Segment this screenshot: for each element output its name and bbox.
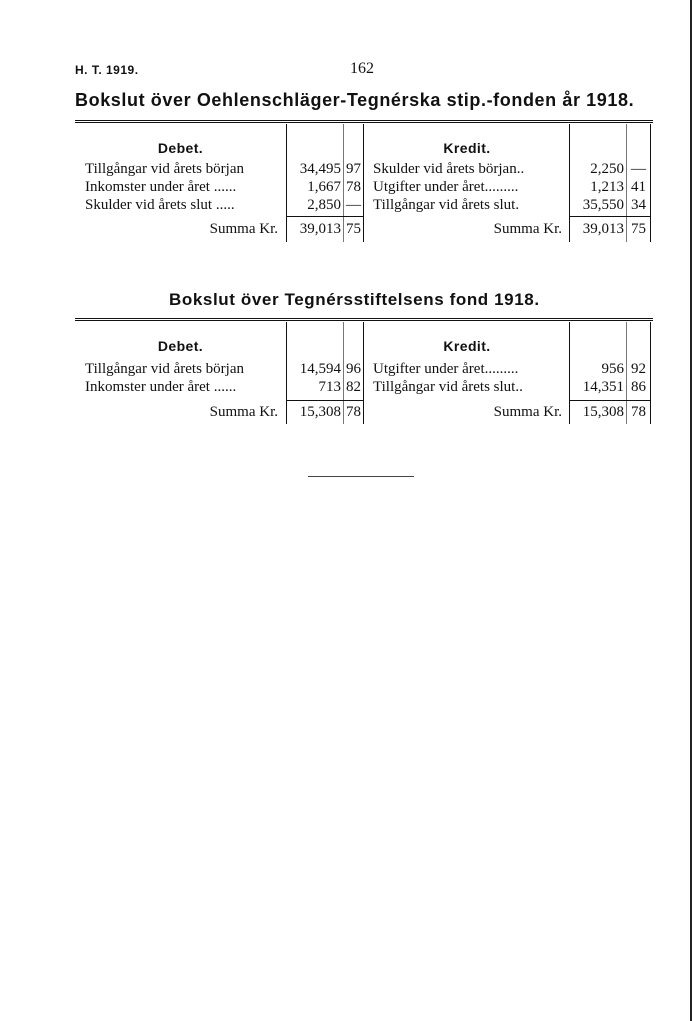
row-label: Tillgångar vid årets början [85,361,245,377]
total-kronor: 15,308 [582,404,624,420]
total-ore: 75 [346,221,361,237]
total-label: Summa Kr. [493,404,562,420]
amount-kronor: 2,250 [590,161,624,177]
amount-kronor: 35,550 [582,197,624,213]
sum-rule [286,216,364,217]
amount-ore: — [631,161,646,177]
sum-rule [286,400,364,401]
total-kronor: 39,013 [299,221,341,237]
row-label: Inkomster under året ...... [85,179,237,195]
debet-heading: Debet. [157,338,204,354]
total-ore: 78 [346,404,361,420]
row-label: Tillgångar vid årets början [85,161,245,177]
journal-reference: H. T. 1919. [75,63,139,77]
kredit-heading: Kredit. [443,140,491,156]
amount-ore: 78 [346,179,361,195]
kredit-heading: Kredit. [443,338,491,354]
statement2-title: Bokslut över Tegnérsstiftelsens fond 1918. [169,290,540,309]
statement1-title: Bokslut över Oehlenschläger-Tegnérska stip.-fonden år 1918. [75,90,635,110]
amount-ore: — [346,197,361,213]
ledger-total-row [75,220,653,238]
row-label: Utgifter under året......... [373,361,519,377]
row-label: Tillgångar vid årets slut. [373,197,520,213]
amount-kronor: 34,495 [299,161,341,177]
total-label: Summa Kr. [209,404,278,420]
running-head [75,60,655,82]
row-label: Inkomster under året ...... [85,379,237,395]
amount-kronor: 14,351 [582,379,624,395]
total-label: Summa Kr. [493,221,562,237]
total-kronor: 39,013 [582,221,624,237]
amount-ore: 86 [631,379,646,395]
statement2-ledger [75,318,653,430]
page-number: 162 [350,60,374,77]
total-ore: 78 [631,404,646,420]
total-ore: 75 [631,221,646,237]
statement1-ledger [75,120,653,262]
amount-kronor: 1,213 [590,179,624,195]
amount-kronor: 956 [601,361,624,377]
ledger-row [75,360,653,378]
amount-kronor: 14,594 [299,361,341,377]
ledger-total-row [75,403,653,421]
row-label: Skulder vid årets början.. [373,161,525,177]
total-kronor: 15,308 [299,404,341,420]
amount-kronor: 2,850 [307,197,341,213]
ledger-row [75,378,653,396]
row-label: Utgifter under året......... [373,179,519,195]
ledger-row [75,160,653,178]
amount-ore: 82 [346,379,361,395]
sum-rule [569,216,651,217]
ledger-top-rule [75,120,653,123]
amount-ore: 41 [631,179,646,195]
ledger-top-rule [75,318,653,321]
sum-rule [569,400,651,401]
section-end-rule [308,476,414,477]
row-label: Tillgångar vid årets slut.. [373,379,523,395]
amount-kronor: 713 [318,379,341,395]
amount-ore: 92 [631,361,646,377]
amount-ore: 34 [631,197,646,213]
page-edge-line [690,0,692,1021]
amount-ore: 96 [346,361,361,377]
total-label: Summa Kr. [209,221,278,237]
amount-ore: 97 [346,161,361,177]
debet-heading: Debet. [157,140,204,156]
ledger-row [75,196,653,214]
amount-kronor: 1,667 [307,179,341,195]
row-label: Skulder vid årets slut ..... [85,197,235,213]
ledger-row [75,178,653,196]
